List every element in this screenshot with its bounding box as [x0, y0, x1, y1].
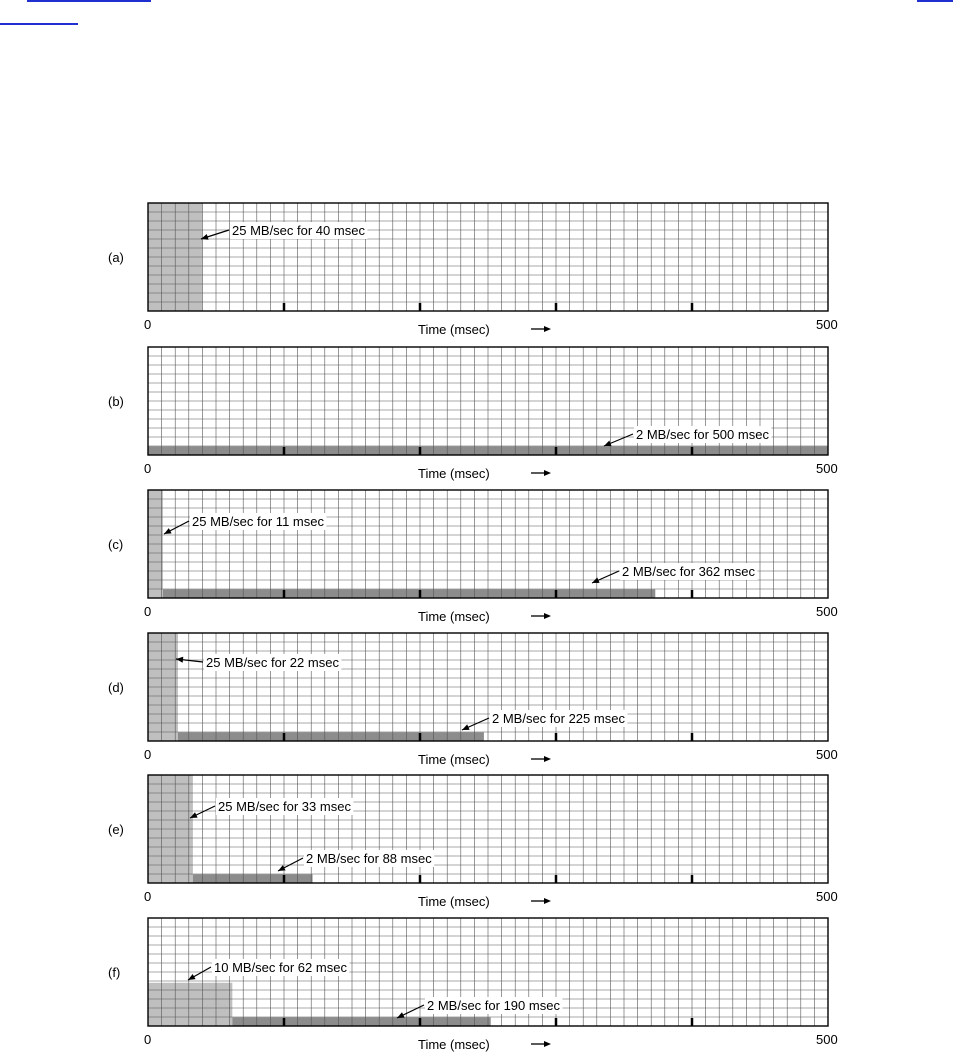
x-axis-start-label: 0 [144, 747, 152, 762]
transfer-segment-bar [148, 983, 232, 1026]
grid [148, 203, 828, 311]
x-axis-start-label: 0 [144, 461, 152, 476]
axis-arrowhead-icon [544, 1041, 551, 1047]
x-axis-end-label: 500 [816, 604, 838, 619]
panel-label: (d) [108, 680, 124, 695]
panel-label: (f) [108, 965, 121, 980]
axis-arrowhead-icon [544, 470, 551, 476]
panel-b [108, 347, 838, 481]
axis-arrowhead-icon [544, 898, 551, 904]
axis-arrowhead-icon [544, 326, 551, 332]
transfer-segment-bar [193, 874, 313, 883]
x-axis-start-label: 0 [144, 317, 152, 332]
grid [148, 775, 828, 883]
x-axis-title: Time (msec) [418, 322, 490, 337]
panel-f [108, 918, 838, 1052]
segment-annotation: 2 MB/sec for 190 msec [427, 998, 560, 1013]
segment-annotation: 2 MB/sec for 500 msec [636, 427, 769, 442]
panel-d [108, 633, 838, 767]
segment-annotation: 2 MB/sec for 362 msec [622, 564, 755, 579]
panel-label: (b) [108, 394, 124, 409]
x-axis-end-label: 500 [816, 1032, 838, 1047]
x-axis-end-label: 500 [816, 889, 838, 904]
segment-annotation: 2 MB/sec for 225 msec [492, 711, 625, 726]
x-axis-start-label: 0 [144, 1032, 152, 1047]
transfer-segment-bar [178, 732, 484, 741]
segment-annotation: 2 MB/sec for 88 msec [306, 851, 432, 866]
x-axis-title: Time (msec) [418, 1037, 490, 1052]
panel-c [108, 490, 838, 624]
panel-label: (c) [108, 537, 124, 552]
x-axis-start-label: 0 [144, 889, 152, 904]
panel-label: (a) [108, 250, 124, 265]
x-axis-title: Time (msec) [418, 466, 490, 481]
x-axis-end-label: 500 [816, 747, 838, 762]
x-axis-end-label: 500 [816, 317, 838, 332]
axis-arrowhead-icon [544, 613, 551, 619]
x-axis-title: Time (msec) [418, 609, 490, 624]
segment-annotation: 25 MB/sec for 11 msec [192, 514, 324, 529]
axis-arrowhead-icon [544, 756, 551, 762]
segment-annotation: 25 MB/sec for 33 msec [218, 799, 351, 814]
panel-label: (e) [108, 822, 124, 837]
x-axis-title: Time (msec) [418, 894, 490, 909]
transfer-segment-bar [163, 589, 655, 598]
x-axis-end-label: 500 [816, 461, 838, 476]
segment-annotation: 25 MB/sec for 40 msec [232, 223, 365, 238]
panel-a [108, 203, 838, 337]
segment-annotation: 10 MB/sec for 62 msec [214, 960, 347, 975]
grid [148, 490, 828, 598]
x-axis-start-label: 0 [144, 604, 152, 619]
panel-e [108, 775, 838, 909]
grid [148, 633, 828, 741]
segment-annotation: 25 MB/sec for 22 msec [206, 655, 339, 670]
transfer-segment-bar [232, 1017, 490, 1026]
x-axis-title: Time (msec) [418, 752, 490, 767]
